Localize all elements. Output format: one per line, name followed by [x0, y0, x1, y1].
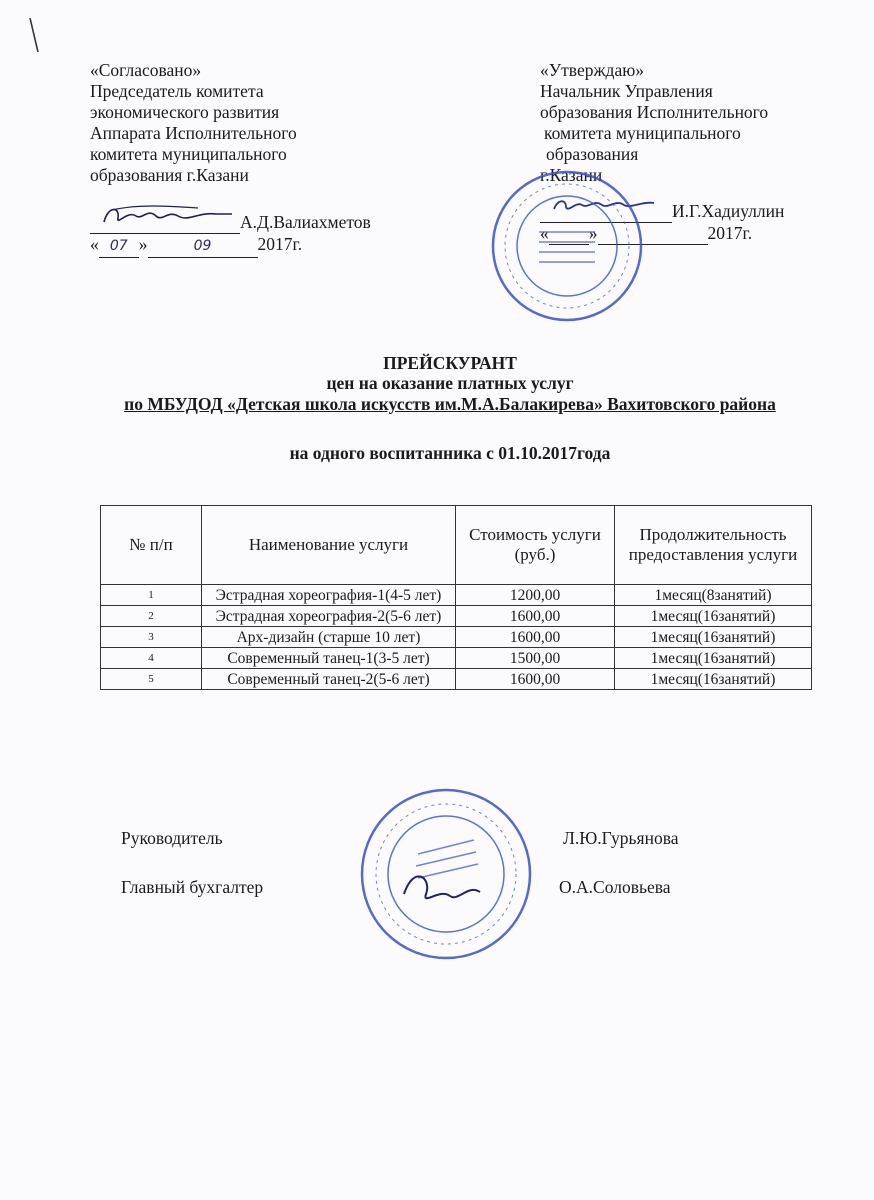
approved-line: г.Казани: [540, 165, 603, 185]
agreed-line: образования г.Казани: [90, 165, 249, 185]
header-number: № п/п: [101, 506, 202, 585]
agreed-block: [90, 60, 371, 258]
agreed-line: экономического развития: [90, 102, 280, 122]
approved-line: «Утверждаю»: [540, 60, 645, 80]
table-row: 4 Современный танец-1(3-5 лет) 1500,00 1месяц(16занятий): [101, 648, 812, 669]
date-month: 09: [148, 236, 258, 258]
agreed-line: Аппарата Исполнительного: [90, 123, 297, 143]
approved-line: комитета муниципального: [544, 123, 741, 143]
document-subtitle: цен на оказание платных услуг: [326, 373, 574, 393]
approved-line: образования: [546, 144, 639, 164]
table-row: 1 Эстрадная хореография-1(4-5 лет) 1200,00 1месяц(8занятий): [101, 585, 812, 606]
agreed-line: Председатель комитета: [90, 81, 264, 101]
header-duration: Продолжительность предоставления услуги: [615, 506, 812, 585]
table-row: 3 Арх-дизайн (старше 10 лет) 1600,00 1месяц(16занятий): [101, 627, 812, 648]
table-header-row: [101, 506, 812, 585]
agreed-signer: А.Д.Валиахметов: [240, 212, 371, 232]
approved-line: образования Исполнительного: [540, 102, 769, 122]
price-table: [100, 505, 812, 690]
accountant-label: Главный бухгалтер: [121, 877, 264, 897]
date-day: 07: [99, 236, 139, 258]
handwritten-signature-icon: [98, 202, 238, 228]
scan-mark-icon: [28, 16, 42, 56]
official-stamp-icon: [487, 166, 647, 326]
header-service: Наименование услуги: [202, 506, 456, 585]
table-row: 5 Современный танец-2(5-6 лет) 1600,00 1месяц(16занятий): [101, 669, 812, 690]
organization-name: по МБУДОД «Детская школа искусств им.М.А.Балакирева» Вахитовского района: [124, 394, 776, 414]
agreed-line: «Согласовано»: [90, 60, 202, 80]
accountant-name: О.А.Соловьева: [559, 877, 671, 897]
table-row: 2 Эстрадная хореография-2(5-6 лет) 1600,00 1месяц(16занятий): [101, 606, 812, 627]
agreed-line: комитета муниципального: [90, 144, 287, 164]
effective-date: на одного воспитанника с 01.10.2017года: [289, 443, 611, 463]
agreed-signature-line: [90, 212, 371, 234]
date-year: 2017г.: [257, 234, 303, 254]
approved-line: Начальник Управления: [540, 81, 713, 101]
school-stamp-icon: [356, 784, 536, 964]
head-name: Л.Ю.Гурьянова: [563, 828, 679, 848]
signature-field: [90, 212, 240, 234]
agreed-date: « 07 » 09 2017г.: [90, 234, 371, 258]
date-year: 2017г.: [707, 223, 753, 243]
header-price: Стоимость услуги (руб.): [456, 506, 615, 585]
approved-signer: И.Г.Хадиуллин: [672, 201, 785, 221]
head-label: Руководитель: [121, 828, 223, 848]
document-title: ПРЕЙСКУРАНТ: [383, 353, 517, 373]
approved-date: « » 2017г.: [540, 223, 753, 243]
